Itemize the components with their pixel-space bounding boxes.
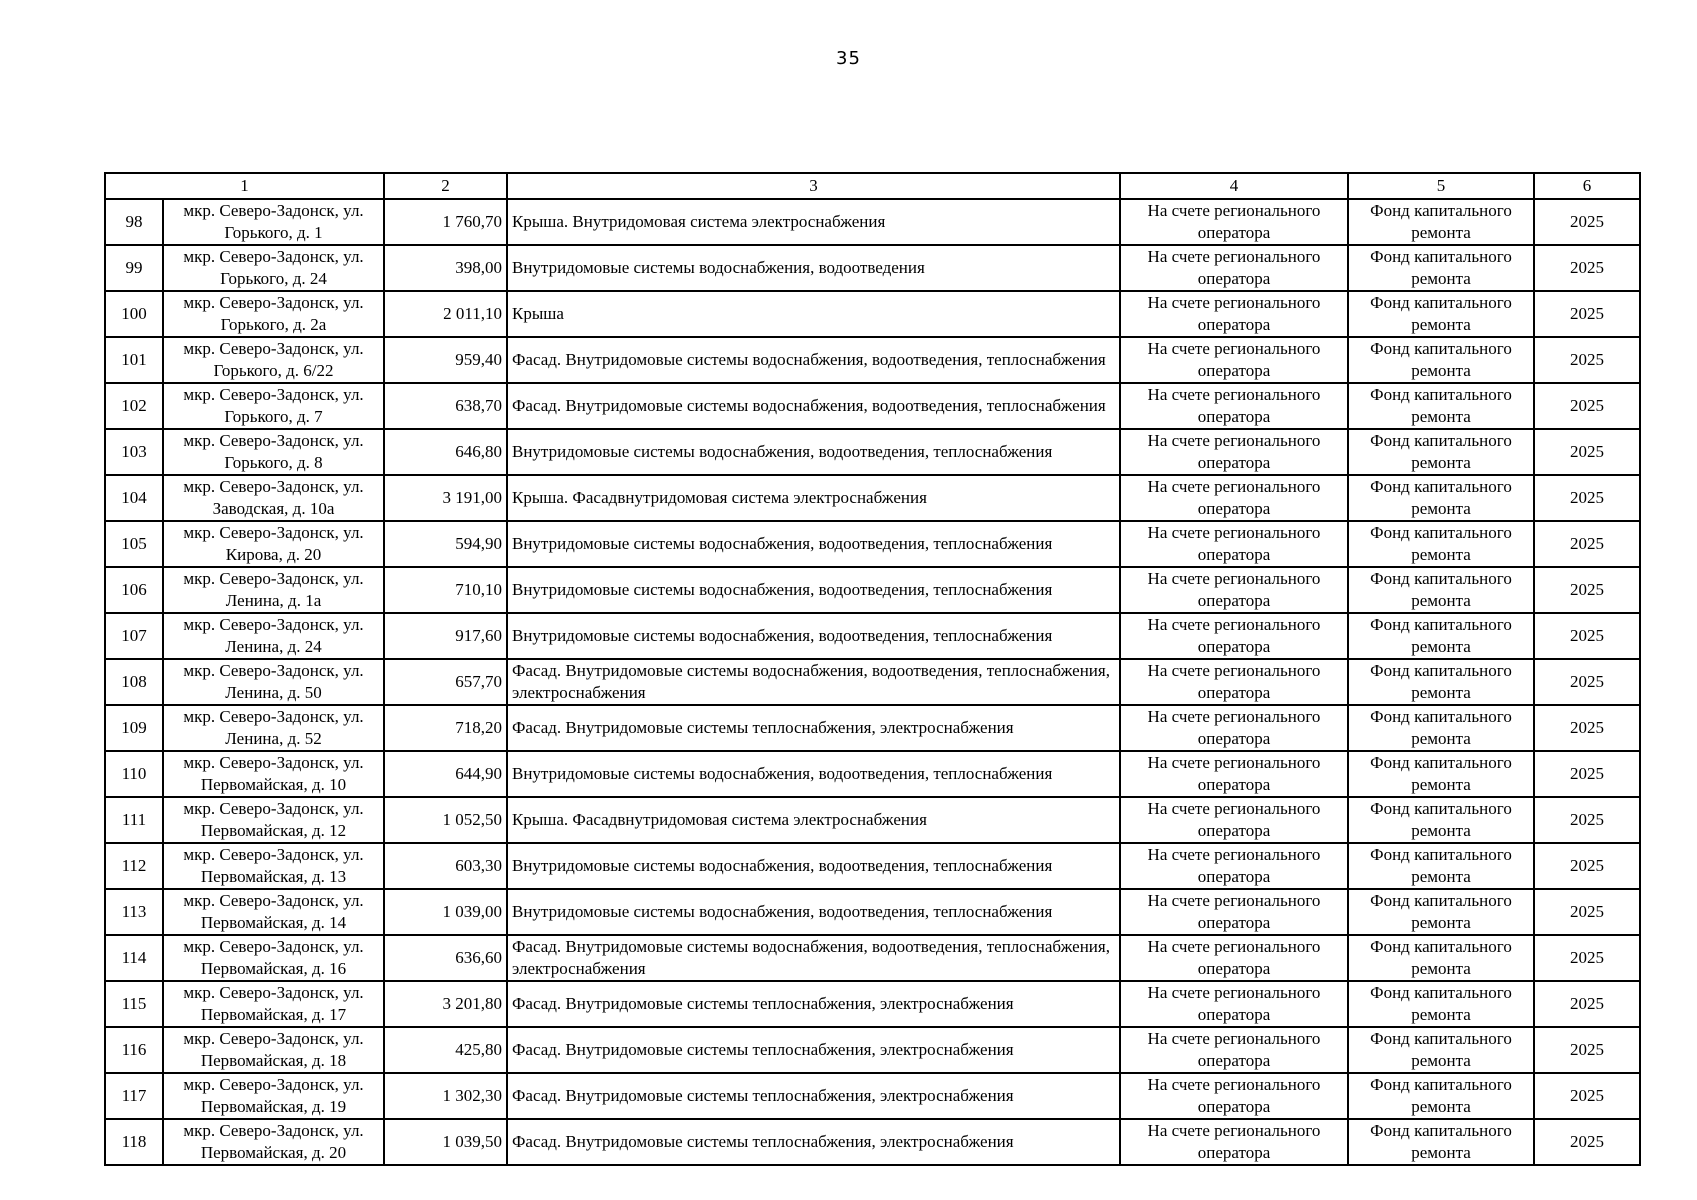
address-cell: мкр. Северо-Задонск, ул. Первомайская, д. 13: [163, 843, 384, 889]
table-row: [105, 199, 1640, 245]
area-cell: 3 201,80: [384, 981, 507, 1027]
year-cell: 2025: [1534, 337, 1640, 383]
fund-account-cell: На счете регионального оператора: [1120, 1119, 1348, 1165]
column-header-1: 1: [105, 173, 384, 199]
area-cell: 917,60: [384, 613, 507, 659]
funding-source-cell: Фонд капитального ремонта: [1348, 981, 1534, 1027]
column-header-4: 4: [1120, 173, 1348, 199]
area-cell: 594,90: [384, 521, 507, 567]
fund-account-cell: На счете регионального оператора: [1120, 613, 1348, 659]
funding-source-cell: Фонд капитального ремонта: [1348, 889, 1534, 935]
funding-source-cell: Фонд капитального ремонта: [1348, 935, 1534, 981]
address-cell: мкр. Северо-Задонск, ул. Кирова, д. 20: [163, 521, 384, 567]
works-cell: Фасад. Внутридомовые системы теплоснабжения, электроснабжения: [507, 1027, 1120, 1073]
row-number: 110: [105, 751, 163, 797]
works-cell: Фасад. Внутридомовые системы теплоснабжения, электроснабжения: [507, 1119, 1120, 1165]
address-cell: мкр. Северо-Задонск, ул. Первомайская, д. 10: [163, 751, 384, 797]
funding-source-cell: Фонд капитального ремонта: [1348, 1027, 1534, 1073]
area-cell: 2 011,10: [384, 291, 507, 337]
area-cell: 710,10: [384, 567, 507, 613]
fund-account-cell: На счете регионального оператора: [1120, 751, 1348, 797]
area-cell: 603,30: [384, 843, 507, 889]
address-cell: мкр. Северо-Задонск, ул. Первомайская, д. 18: [163, 1027, 384, 1073]
works-cell: Фасад. Внутридомовые системы водоснабжения, водоотведения, теплоснабжения: [507, 337, 1120, 383]
area-cell: 718,20: [384, 705, 507, 751]
year-cell: 2025: [1534, 889, 1640, 935]
repair-schedule-table: [104, 172, 1641, 1166]
row-number: 106: [105, 567, 163, 613]
row-number: 112: [105, 843, 163, 889]
address-cell: мкр. Северо-Задонск, ул. Ленина, д. 50: [163, 659, 384, 705]
funding-source-cell: Фонд капитального ремонта: [1348, 475, 1534, 521]
year-cell: 2025: [1534, 521, 1640, 567]
fund-account-cell: На счете регионального оператора: [1120, 429, 1348, 475]
funding-source-cell: Фонд капитального ремонта: [1348, 705, 1534, 751]
fund-account-cell: На счете регионального оператора: [1120, 889, 1348, 935]
fund-account-cell: На счете регионального оператора: [1120, 659, 1348, 705]
table-row: [105, 981, 1640, 1027]
fund-account-cell: На счете регионального оператора: [1120, 843, 1348, 889]
table-row: [105, 797, 1640, 843]
table-row: [105, 935, 1640, 981]
works-cell: Внутридомовые системы водоснабжения, водоотведения, теплоснабжения: [507, 613, 1120, 659]
address-cell: мкр. Северо-Задонск, ул. Ленина, д. 24: [163, 613, 384, 659]
row-number: 109: [105, 705, 163, 751]
area-cell: 646,80: [384, 429, 507, 475]
table-row: [105, 1027, 1640, 1073]
fund-account-cell: На счете регионального оператора: [1120, 1027, 1348, 1073]
area-cell: 398,00: [384, 245, 507, 291]
works-cell: Крыша. Фасадвнутридомовая система электроснабжения: [507, 475, 1120, 521]
row-number: 103: [105, 429, 163, 475]
area-cell: 1 039,00: [384, 889, 507, 935]
table-row: [105, 659, 1640, 705]
funding-source-cell: Фонд капитального ремонта: [1348, 613, 1534, 659]
address-cell: мкр. Северо-Задонск, ул. Первомайская, д. 20: [163, 1119, 384, 1165]
works-cell: Внутридомовые системы водоснабжения, водоотведения: [507, 245, 1120, 291]
address-cell: мкр. Северо-Задонск, ул. Горького, д. 24: [163, 245, 384, 291]
funding-source-cell: Фонд капитального ремонта: [1348, 1119, 1534, 1165]
fund-account-cell: На счете регионального оператора: [1120, 291, 1348, 337]
year-cell: 2025: [1534, 659, 1640, 705]
works-cell: Крыша. Фасадвнутридомовая система электроснабжения: [507, 797, 1120, 843]
address-cell: мкр. Северо-Задонск, ул. Ленина, д. 1а: [163, 567, 384, 613]
area-cell: 1 039,50: [384, 1119, 507, 1165]
address-cell: мкр. Северо-Задонск, ул. Первомайская, д. 14: [163, 889, 384, 935]
fund-account-cell: На счете регионального оператора: [1120, 475, 1348, 521]
area-cell: 636,60: [384, 935, 507, 981]
year-cell: 2025: [1534, 935, 1640, 981]
area-cell: 425,80: [384, 1027, 507, 1073]
table-row: [105, 889, 1640, 935]
year-cell: 2025: [1534, 245, 1640, 291]
funding-source-cell: Фонд капитального ремонта: [1348, 797, 1534, 843]
works-cell: Внутридомовые системы водоснабжения, водоотведения, теплоснабжения: [507, 429, 1120, 475]
funding-source-cell: Фонд капитального ремонта: [1348, 567, 1534, 613]
table-row: [105, 843, 1640, 889]
table-row: [105, 291, 1640, 337]
area-cell: 1 052,50: [384, 797, 507, 843]
fund-account-cell: На счете регионального оператора: [1120, 521, 1348, 567]
row-number: 116: [105, 1027, 163, 1073]
funding-source-cell: Фонд капитального ремонта: [1348, 1073, 1534, 1119]
year-cell: 2025: [1534, 613, 1640, 659]
year-cell: 2025: [1534, 475, 1640, 521]
table-row: [105, 383, 1640, 429]
funding-source-cell: Фонд капитального ремонта: [1348, 199, 1534, 245]
area-cell: 1 760,70: [384, 199, 507, 245]
table-body: [105, 199, 1640, 1165]
row-number: 100: [105, 291, 163, 337]
table-row: [105, 521, 1640, 567]
row-number: 102: [105, 383, 163, 429]
table-row: [105, 1073, 1640, 1119]
funding-source-cell: Фонд капитального ремонта: [1348, 843, 1534, 889]
address-cell: мкр. Северо-Задонск, ул. Заводская, д. 10а: [163, 475, 384, 521]
table-row: [105, 337, 1640, 383]
funding-source-cell: Фонд капитального ремонта: [1348, 659, 1534, 705]
area-cell: 638,70: [384, 383, 507, 429]
page-number: 35: [836, 48, 861, 69]
area-cell: 644,90: [384, 751, 507, 797]
row-number: 115: [105, 981, 163, 1027]
works-cell: Фасад. Внутридомовые системы водоснабжения, водоотведения, теплоснабжения, электроснабжения: [507, 659, 1120, 705]
works-cell: Внутридомовые системы водоснабжения, водоотведения, теплоснабжения: [507, 843, 1120, 889]
fund-account-cell: На счете регионального оператора: [1120, 935, 1348, 981]
year-cell: 2025: [1534, 751, 1640, 797]
works-cell: Фасад. Внутридомовые системы теплоснабжения, электроснабжения: [507, 705, 1120, 751]
area-cell: 959,40: [384, 337, 507, 383]
row-number: 111: [105, 797, 163, 843]
works-cell: Внутридомовые системы водоснабжения, водоотведения, теплоснабжения: [507, 521, 1120, 567]
address-cell: мкр. Северо-Задонск, ул. Горького, д. 6/22: [163, 337, 384, 383]
table-row: [105, 1119, 1640, 1165]
row-number: 101: [105, 337, 163, 383]
works-cell: Фасад. Внутридомовые системы водоснабжения, водоотведения, теплоснабжения: [507, 383, 1120, 429]
table-row: [105, 751, 1640, 797]
works-cell: Фасад. Внутридомовые системы теплоснабжения, электроснабжения: [507, 981, 1120, 1027]
row-number: 98: [105, 199, 163, 245]
table-row: [105, 613, 1640, 659]
year-cell: 2025: [1534, 705, 1640, 751]
works-cell: Крыша: [507, 291, 1120, 337]
address-cell: мкр. Северо-Задонск, ул. Ленина, д. 52: [163, 705, 384, 751]
row-number: 117: [105, 1073, 163, 1119]
column-header-3: 3: [507, 173, 1120, 199]
funding-source-cell: Фонд капитального ремонта: [1348, 291, 1534, 337]
row-number: 107: [105, 613, 163, 659]
table-row: [105, 429, 1640, 475]
column-header-6: 6: [1534, 173, 1640, 199]
fund-account-cell: На счете регионального оператора: [1120, 567, 1348, 613]
address-cell: мкр. Северо-Задонск, ул. Первомайская, д. 17: [163, 981, 384, 1027]
address-cell: мкр. Северо-Задонск, ул. Первомайская, д. 16: [163, 935, 384, 981]
funding-source-cell: Фонд капитального ремонта: [1348, 521, 1534, 567]
table-row: [105, 245, 1640, 291]
table-row: [105, 475, 1640, 521]
area-cell: 657,70: [384, 659, 507, 705]
address-cell: мкр. Северо-Задонск, ул. Первомайская, д. 19: [163, 1073, 384, 1119]
fund-account-cell: На счете регионального оператора: [1120, 981, 1348, 1027]
year-cell: 2025: [1534, 429, 1640, 475]
works-cell: Внутридомовые системы водоснабжения, водоотведения, теплоснабжения: [507, 889, 1120, 935]
fund-account-cell: На счете регионального оператора: [1120, 199, 1348, 245]
works-cell: Внутридомовые системы водоснабжения, водоотведения, теплоснабжения: [507, 567, 1120, 613]
works-cell: Крыша. Внутридомовая система электроснабжения: [507, 199, 1120, 245]
address-cell: мкр. Северо-Задонск, ул. Первомайская, д. 12: [163, 797, 384, 843]
fund-account-cell: На счете регионального оператора: [1120, 245, 1348, 291]
funding-source-cell: Фонд капитального ремонта: [1348, 429, 1534, 475]
works-cell: Фасад. Внутридомовые системы теплоснабжения, электроснабжения: [507, 1073, 1120, 1119]
row-number: 118: [105, 1119, 163, 1165]
year-cell: 2025: [1534, 1027, 1640, 1073]
year-cell: 2025: [1534, 383, 1640, 429]
row-number: 113: [105, 889, 163, 935]
works-cell: Внутридомовые системы водоснабжения, водоотведения, теплоснабжения: [507, 751, 1120, 797]
funding-source-cell: Фонд капитального ремонта: [1348, 751, 1534, 797]
funding-source-cell: Фонд капитального ремонта: [1348, 245, 1534, 291]
column-header-5: 5: [1348, 173, 1534, 199]
area-cell: 3 191,00: [384, 475, 507, 521]
fund-account-cell: На счете регионального оператора: [1120, 797, 1348, 843]
fund-account-cell: На счете регионального оператора: [1120, 383, 1348, 429]
fund-account-cell: На счете регионального оператора: [1120, 1073, 1348, 1119]
row-number: 108: [105, 659, 163, 705]
table-row: [105, 567, 1640, 613]
year-cell: 2025: [1534, 797, 1640, 843]
row-number: 99: [105, 245, 163, 291]
year-cell: 2025: [1534, 199, 1640, 245]
year-cell: 2025: [1534, 1119, 1640, 1165]
fund-account-cell: На счете регионального оператора: [1120, 337, 1348, 383]
funding-source-cell: Фонд капитального ремонта: [1348, 337, 1534, 383]
year-cell: 2025: [1534, 843, 1640, 889]
table-header-row: [105, 173, 1640, 199]
year-cell: 2025: [1534, 291, 1640, 337]
area-cell: 1 302,30: [384, 1073, 507, 1119]
address-cell: мкр. Северо-Задонск, ул. Горького, д. 1: [163, 199, 384, 245]
year-cell: 2025: [1534, 567, 1640, 613]
funding-source-cell: Фонд капитального ремонта: [1348, 383, 1534, 429]
address-cell: мкр. Северо-Задонск, ул. Горького, д. 2а: [163, 291, 384, 337]
table-row: [105, 705, 1640, 751]
address-cell: мкр. Северо-Задонск, ул. Горького, д. 7: [163, 383, 384, 429]
fund-account-cell: На счете регионального оператора: [1120, 705, 1348, 751]
row-number: 104: [105, 475, 163, 521]
year-cell: 2025: [1534, 981, 1640, 1027]
row-number: 114: [105, 935, 163, 981]
year-cell: 2025: [1534, 1073, 1640, 1119]
address-cell: мкр. Северо-Задонск, ул. Горького, д. 8: [163, 429, 384, 475]
works-cell: Фасад. Внутридомовые системы водоснабжения, водоотведения, теплоснабжения, электроснабжения: [507, 935, 1120, 981]
column-header-2: 2: [384, 173, 507, 199]
row-number: 105: [105, 521, 163, 567]
